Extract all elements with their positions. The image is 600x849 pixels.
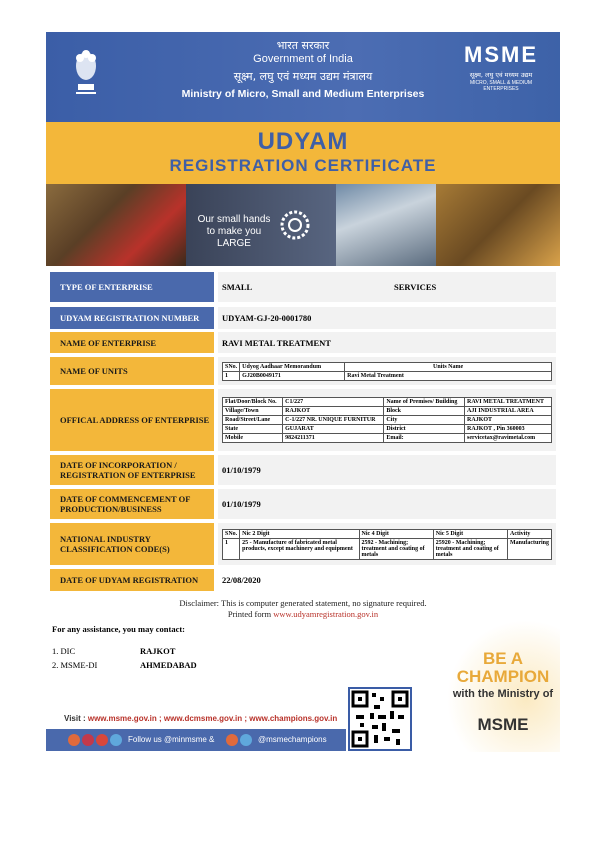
- urn-value: UDYAM-GJ-20-0001780: [218, 307, 556, 329]
- ministry-name: Ministry of Micro, Small and Medium Enterprises: [181, 88, 425, 100]
- header-band: [46, 32, 560, 122]
- msme-logo: MSME सूक्ष्म, लघु एवं मध्यम उद्यम MICRO, SMALL & MEDIUM ENTERPRISES: [456, 42, 546, 94]
- facebook-icon[interactable]: [68, 734, 80, 746]
- twitter-icon[interactable]: [110, 734, 122, 746]
- office-photo: [336, 184, 436, 266]
- follow-text: Follow us @minmsme &: [128, 735, 215, 744]
- msme-logo-text: MSME: [464, 42, 538, 67]
- contact-dic: 1. DIC RAJKOT: [52, 646, 176, 656]
- instagram-icon[interactable]: [82, 734, 94, 746]
- row-address: OFFICAL ADDRESS OF ENTERPRISE Flat/Door/Block No. C1/227 Name of Premises/ Building RAVI METAL TREATMENT Village/Town RAJKOT Block AJI INDUSTRIAL AREA Road/Street/Lane C-1/227 NR. UNIQUE FURNITUR City RAJKOT State GUJARAT District RAJKOT , Pin 360003 Mobile 9824211371 Email: servicetax@ravimetal.com: [50, 389, 556, 451]
- hindi-government: भारत सरकार: [276, 39, 330, 52]
- name-value: RAVI METAL TREATMENT: [218, 332, 556, 353]
- row-commencement: DATE OF COMMENCEMENT OF PRODUCTION/BUSINESS 01/10/1979: [50, 489, 556, 519]
- contact-msme-di: 2. MSME-DI AHMEDABAD: [52, 660, 197, 670]
- champion-headline: BE A CHAMPION: [456, 649, 550, 686]
- address-table: Flat/Door/Block No. C1/227 Name of Premises/ Building RAVI METAL TREATMENT Village/Town RAJKOT Block AJI INDUSTRIAL AREA Road/Street/Lane C-1/227 NR. UNIQUE FURNITUR City RAJKOT State GUJARAT District RAJKOT , Pin 360003 Mobile 9824211371 Email: servicetax@ravimetal.com: [222, 397, 552, 443]
- row-incorporation: DATE OF INCORPORATION / REGISTRATION OF ENTERPRISE 01/10/1979: [50, 455, 556, 485]
- type-value: SMALL: [222, 282, 253, 292]
- row-registration-date: DATE OF UDYAM REGISTRATION 22/08/2020: [50, 569, 556, 591]
- qr-code-icon[interactable]: [348, 687, 412, 751]
- row-units: NAME OF UNITS SNo. Udyog Aadhaar Memorandum Units Name 1 GJ20B0049171 Ravi Metal Treatment: [50, 357, 556, 385]
- units-table: SNo. Udyog Aadhaar Memorandum Units Name 1 GJ20B0049171 Ravi Metal Treatment: [222, 362, 552, 381]
- farmer-photo: [436, 184, 560, 266]
- row-type: TYPE OF ENTERPRISE SMALL SERVICES: [50, 272, 556, 302]
- facebook-icon-2[interactable]: [226, 734, 238, 746]
- title-registration: REGISTRATION CERTIFICATE: [169, 156, 437, 175]
- commencement-value: 01/10/1979: [218, 489, 556, 519]
- website-links[interactable]: www.msme.gov.in ; www.dcmsme.gov.in ; www.champions.gov.in: [87, 714, 338, 723]
- twitter-icon-2[interactable]: [240, 734, 252, 746]
- champions-handle: @msmechampions: [258, 735, 327, 744]
- nic-table: SNo. Nic 2 Digit Nic 4 Digit Nic 5 Digit Activity 1 25 - Manufacture of fabricated metal products, except machinery and equipment 2592 - Machining; treatment and coating of metals 25920 - Machining; treatment and coating of metals Manufacturing: [222, 529, 552, 560]
- udyam-link[interactable]: www.udyamregistration.gov.in: [273, 609, 379, 619]
- disclaimer: Disclaimer: This is computer generated statement, no signature required. Printed form www.udyamregistration.gov.in: [179, 598, 427, 619]
- visit-links: Visit : www.msme.gov.in ; www.dcmsme.gov.in ; www.champions.gov.in: [64, 714, 338, 723]
- title-udyam: UDYAM: [257, 128, 349, 155]
- government-of-india: Government of India: [253, 53, 353, 65]
- banner-tagline: Our small hands to make you LARGE: [197, 214, 271, 249]
- row-nic: NATIONAL INDUSTRY CLASSIFICATION CODE(S) SNo. Nic 2 Digit Nic 4 Digit Nic 5 Digit Activity 1 25 - Manufacture of fabricated metal products, except machinery and equipment 2592 - Machining; treatment and coating of metals 25920 - Machining; treatment and coating of metals Manufacturing: [50, 523, 556, 565]
- row-name: NAME OF ENTERPRISE RAVI METAL TREATMENT: [50, 332, 556, 353]
- champion-promo: BE A CHAMPION with the Ministry of MSME: [446, 620, 560, 752]
- assistance-title: For any assistance, you may contact:: [52, 624, 185, 634]
- artisan-photo: [46, 184, 186, 266]
- gear-icon: [278, 208, 312, 242]
- social-band: [46, 729, 346, 751]
- certificate: [46, 32, 560, 752]
- title-band: [46, 122, 560, 184]
- hindi-ministry: सूक्ष्म, लघु एवं मध्यम उद्यम मंत्रालय: [233, 70, 373, 83]
- incorporation-value: 01/10/1979: [218, 455, 556, 485]
- type-value-2: SERVICES: [394, 282, 437, 292]
- registration-date-value: 22/08/2020: [218, 569, 556, 591]
- youtube-icon[interactable]: [96, 734, 108, 746]
- banner-photos: [46, 184, 560, 266]
- row-urn: UDYAM REGISTRATION NUMBER UDYAM-GJ-20-0001780: [50, 307, 556, 329]
